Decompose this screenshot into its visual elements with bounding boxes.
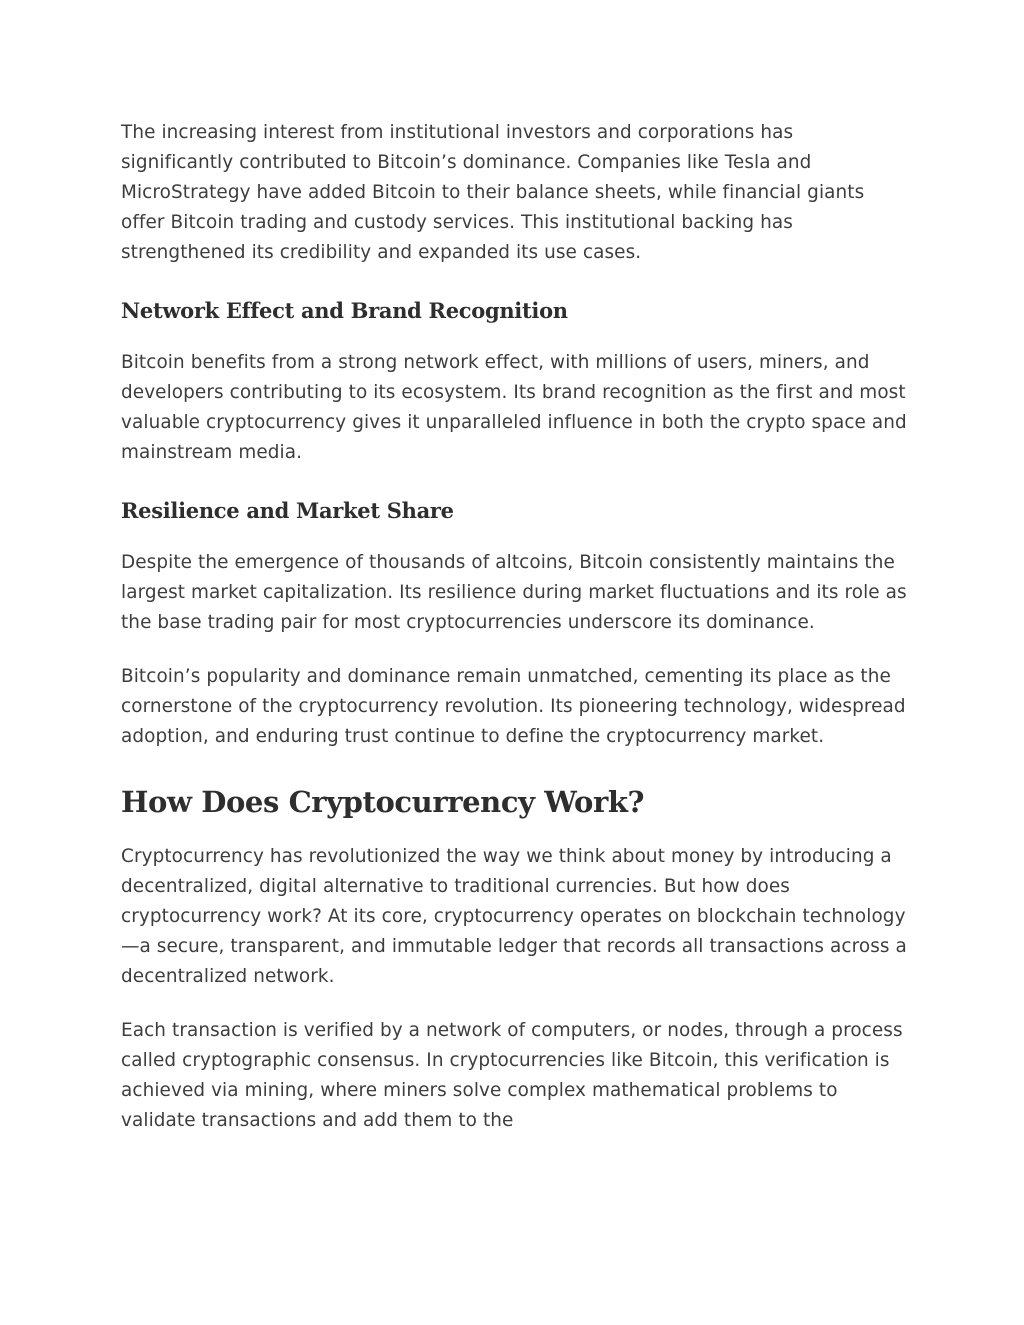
paragraph-resilience: Despite the emergence of thousands of altcoins, Bitcoin consistently maintains the largest market capitalization. Its resilience during market fluctuations and its role as the base trading pair for most cryptocurrencies underscore its dominance. xyxy=(121,552,907,633)
paragraph-network-effect: Bitcoin benefits from a strong network effect, with millions of users, miners, and developers contributing to its ecosystem. Its brand recognition as the first and most valuable cryptocurrency gives it unparalleled influence in both the crypto space and mainstream media. xyxy=(121,352,907,463)
paragraph-bitcoin-popularity: Bitcoin’s popularity and dominance remain unmatched, cementing its place as the cornerstone of the cryptocurrency revolution. Its pioneering technology, widespread adoption, and enduring trust continue to define the cryptocurrency market. xyxy=(121,666,906,747)
heading-network-effect: Network Effect and Brand Recognition xyxy=(121,298,568,323)
heading-resilience: Resilience and Market Share xyxy=(121,498,454,523)
document-page xyxy=(121,118,911,1160)
heading-how-crypto-works: How Does Cryptocurrency Work? xyxy=(121,785,645,819)
paragraph-crypto-revolution: Cryptocurrency has revolutionized the way we think about money by introducing a decentralized, digital alternative to traditional currencies. But how does cryptocurrency work? At its core, cryptocurrency operates on blockchain technology—a secure, transparent, and immutable ledger that records all transactions across a decentralized network. xyxy=(121,846,907,987)
paragraph-transaction-verification: Each transaction is verified by a network of computers, or nodes, through a process called cryptographic consensus. In cryptocurrencies like Bitcoin, this verification is achieved via mining, where miners solve complex mathematical problems to validate transactions and add them to the xyxy=(121,1020,903,1131)
paragraph-institutional-interest: The increasing interest from institutional investors and corporations has significantly contributed to Bitcoin’s dominance. Companies like Tesla and MicroStrategy have added Bitcoin to their balance sheets, while financial giants offer Bitcoin trading and custody services. This institutional backing has strengthened its credibility and expanded its use cases. xyxy=(121,122,865,263)
